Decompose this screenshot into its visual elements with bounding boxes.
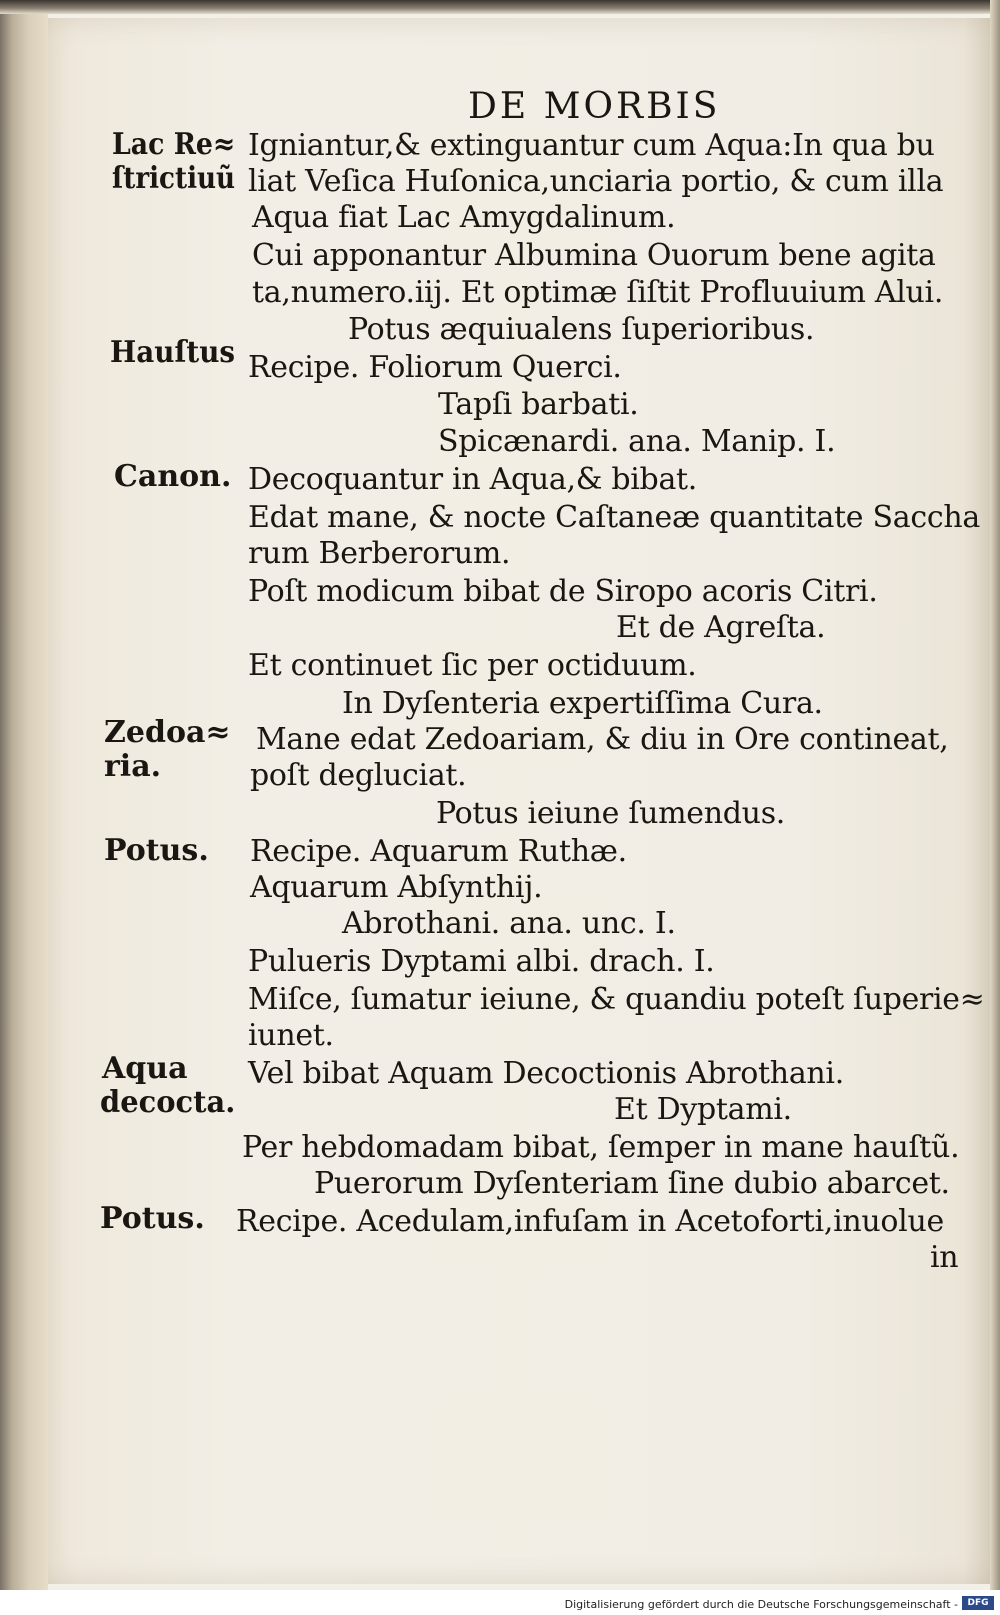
book-right-edge: [990, 0, 1000, 1590]
text-line: Abrothani. ana. unc. I.: [342, 906, 676, 941]
book-binding-edge: [0, 0, 48, 1590]
footer-credit: Digitalisierung gefördert durch die Deutsche Forschungsgemeinschaft -: [564, 1598, 958, 1611]
dfg-logo-badge: DFG: [962, 1596, 994, 1610]
text-line: Miſce, ſumatur ieiune, & quandiu poteſt ſuperie≈: [248, 982, 985, 1017]
text-line: In Dyſenteria expertiſſima Cura.: [342, 686, 823, 721]
text-line: Cui apponantur Albumina Ouorum bene agita: [252, 238, 936, 273]
text-line: Vel bibat Aquam Decoctionis Abrothani.: [248, 1056, 844, 1091]
text-line: Spicænardi. ana. Manip. I.: [438, 424, 836, 459]
text-line: Decoquantur in Aqua,& bibat.: [248, 462, 698, 497]
text-line: Aquarum Abſynthij.: [250, 870, 543, 905]
margin-note: Zedoa≈: [104, 715, 231, 750]
text-line: Puerorum Dyſenteriam ſine dubio abarcet.: [314, 1166, 950, 1201]
text-line: iunet.: [248, 1018, 334, 1053]
margin-note: Canon.: [114, 459, 232, 494]
text-line: Pulueris Dyptami albi. drach. I.: [248, 944, 715, 979]
catchword: in: [930, 1240, 959, 1275]
book-top-edge: [0, 0, 1000, 14]
margin-note: decocta.: [100, 1085, 236, 1120]
margin-note: Potus.: [104, 833, 209, 868]
text-line: Aqua fiat Lac Amygdalinum.: [252, 200, 676, 235]
text-line: Poſt modicum bibat de Siropo acoris Citri.: [248, 574, 878, 609]
text-line: ta,numero.iij. Et optimæ ſiſtit Profluuium Alui.: [252, 275, 944, 310]
text-line: liat Veſica Huſonica,unciaria portio, & cum illa: [248, 164, 944, 199]
text-line: Et Dyptami.: [614, 1092, 792, 1127]
text-line: Per hebdomadam bibat, ſemper in mane hauſtũ.: [242, 1130, 960, 1165]
margin-note: ſtrictiuũ: [112, 161, 236, 196]
text-line: Igniantur,& extinguantur cum Aqua:In qua bu: [248, 128, 935, 163]
text-line: Edat mane, & nocte Caſtaneæ quantitate Saccha: [248, 500, 980, 535]
text-line: poſt degluciat.: [250, 758, 467, 793]
margin-note: Aqua: [102, 1051, 188, 1086]
text-line: Mane edat Zedoariam, & diu in Ore contineat,: [256, 722, 949, 757]
margin-note: Lac Re≈: [112, 127, 236, 162]
text-line: Tapſi barbati.: [438, 387, 639, 422]
text-line: Recipe. Foliorum Querci.: [248, 350, 622, 385]
text-line: Potus æquiualens ſuperioribus.: [348, 312, 815, 347]
text-line: Et continuet ſic per octiduum.: [248, 648, 697, 683]
margin-note: Hauſtus: [110, 335, 236, 370]
text-line: Recipe. Aquarum Ruthæ.: [250, 834, 627, 869]
page-header-title: DE MORBIS: [468, 86, 721, 127]
margin-note: Potus.: [100, 1201, 205, 1236]
text-line: Recipe. Acedulam,infuſam in Acetoforti,inuolue: [236, 1204, 944, 1239]
text-line: Potus ieiune ſumendus.: [436, 796, 786, 831]
text-line: Et de Agreſta.: [616, 610, 826, 645]
text-line: rum Berberorum.: [248, 536, 511, 571]
margin-note: ria.: [104, 749, 162, 784]
